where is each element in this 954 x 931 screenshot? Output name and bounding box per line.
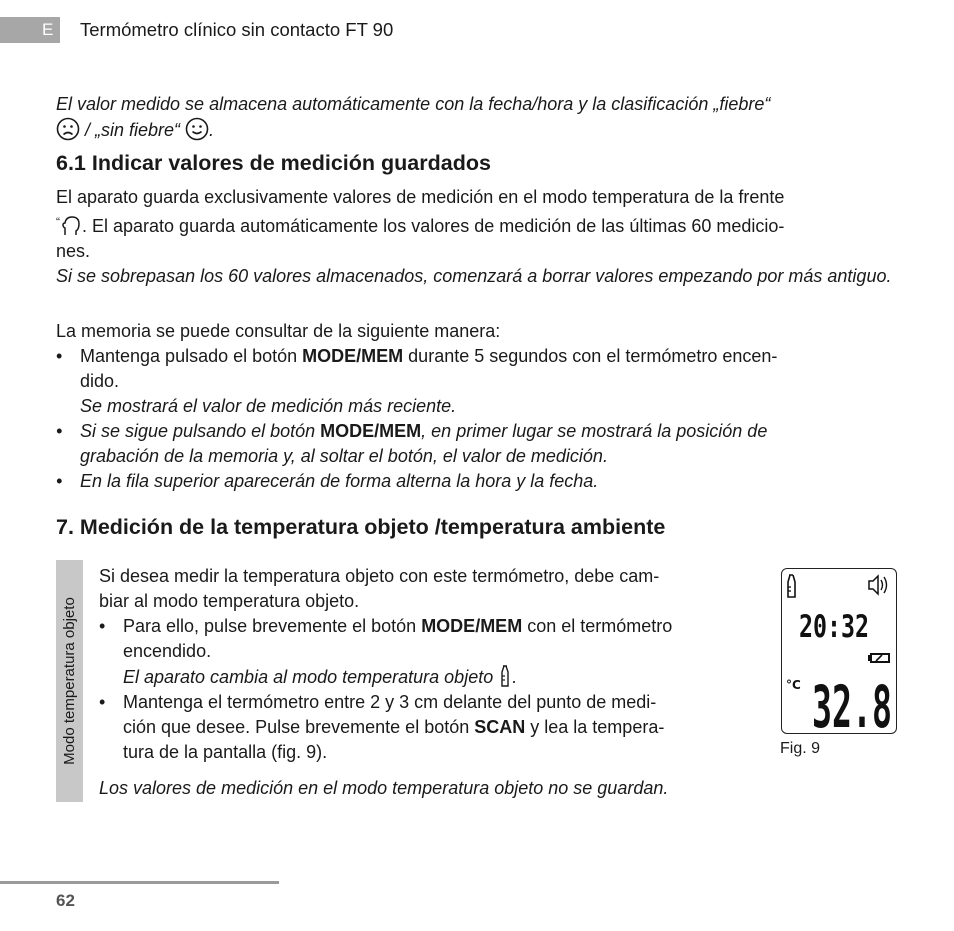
s7-b2-text: ción que desee. Pulse brevemente el botón [123, 717, 475, 737]
bullet-dot: • [56, 346, 63, 366]
s7-p1-line-1: Si desea medir la temperatura objeto con este termómetro, debe cam- [99, 566, 660, 586]
temperature-readout: 32.8 [812, 673, 892, 741]
section-6-1-paragraph-1 [56, 185, 906, 289]
bullet-dot: • [99, 616, 106, 636]
time-readout: 20:32 [799, 609, 869, 645]
s7-b2-text-post: y lea la tempera- [525, 717, 665, 737]
forehead-icon [60, 215, 82, 237]
document-title: Termómetro clínico sin contacto FT 90 [80, 19, 394, 40]
language-code: E [42, 20, 54, 39]
battery-icon [868, 653, 890, 663]
b2-text: Si se sigue pulsando el botón [80, 421, 321, 441]
s7-b1-result [123, 664, 764, 690]
b1-text: Mantenga pulsado el botón [80, 346, 303, 366]
sidebar-mode-text: Modo temperatura objeto [61, 597, 78, 765]
s61-p1-line-2 [56, 210, 906, 239]
s7-b2-line-1: Mantenga el termómetro entre 2 y 3 cm delante del punto de medi- [123, 692, 657, 712]
figure-caption: Fig. 9 [780, 740, 821, 757]
s7-b2-continuation: tura de la pantalla (fig. 9). [123, 742, 328, 762]
bottle-icon [498, 664, 512, 688]
mode-mem-button-label: MODE/MEM [421, 616, 523, 636]
intro-line-2 [56, 117, 906, 143]
s7-b1-text-post: con el termómetro [522, 616, 673, 636]
scan-button-label: SCAN [474, 717, 526, 737]
bullet-dot: • [99, 692, 106, 712]
section-7-note: Los valores de medición en el modo temperatura objeto no se guardan. [99, 778, 669, 798]
sad-face-icon [56, 117, 80, 141]
list-item [56, 344, 906, 419]
section-7-heading: 7. Medición de la temperatura objeto /temperatura ambiente [56, 515, 666, 539]
page-number: 62 [56, 891, 75, 910]
s61-p1-line-1: El aparato guarda exclusivamente valores de medición en el modo temperatura de la frente [56, 187, 785, 207]
b1-result: Se mostrará el valor de medición más reciente. [80, 396, 457, 416]
happy-face-icon [185, 117, 209, 141]
mode-mem-button-label: MODE/MEM [302, 346, 404, 366]
section-6-1-heading: 6.1 Indicar valores de medición guardados [56, 151, 491, 175]
b1-continuation: dido. [80, 371, 120, 391]
b1-text-post: durante 5 segundos con el termómetro encen- [403, 346, 778, 366]
bottle-icon [788, 575, 795, 597]
list-item [56, 469, 906, 494]
lcd-display [782, 569, 895, 741]
b2-text-post: , en primer lugar se mostrará la posición de [421, 421, 768, 441]
intro-line-2-end: . [209, 120, 215, 140]
s7-b1-continuation: encendido. [123, 641, 212, 661]
b3-text: En la fila superior aparecerán de forma alterna la hora y la fecha. [80, 471, 599, 491]
s7-b1-text: Para ello, pulse brevemente el botón [123, 616, 422, 636]
s7-b1-result-end: . [512, 667, 518, 687]
intro-line-2-text: / „sin fiebre“ [80, 120, 186, 140]
section-6-1-memory-intro: La memoria se puede consultar de la siguiente manera: [56, 321, 501, 341]
s61-p1-line-2-text: . El aparato guarda automáticamente los valores de medición de las últimas 60 medicio- [82, 216, 785, 236]
temperature-unit: °C [786, 678, 801, 692]
list-item [99, 690, 764, 765]
intro-paragraph [56, 92, 906, 143]
b2-continuation: grabación de la memoria y, al soltar el botón, el valor de medición. [80, 446, 608, 466]
mode-mem-button-label: MODE/MEM [320, 421, 422, 441]
language-tab [0, 17, 60, 43]
section-7-body [99, 564, 764, 765]
bullet-dot: • [56, 471, 63, 491]
s61-overflow-note: Si se sobrepasan los 60 valores almacenados, comenzará a borrar valores empezando por más antiguo. [56, 266, 892, 286]
lcd-display-figure [781, 568, 897, 741]
bullet-dot: • [56, 421, 63, 441]
s61-p1-line-3: nes. [56, 241, 91, 261]
footer-divider [0, 881, 279, 884]
intro-line-1: El valor medido se almacena automáticamente con la fecha/hora y la clasificación „fiebre“ [56, 94, 771, 114]
list-item [56, 419, 906, 469]
s7-p1-line-2: biar al modo temperatura objeto. [99, 591, 360, 611]
sidebar-mode-label [56, 560, 83, 802]
speaker-icon [869, 576, 887, 594]
section-6-1-bullet-list [56, 344, 906, 494]
s7-b1-result-text: El aparato cambia al modo temperatura objeto [123, 667, 499, 687]
list-item [99, 614, 764, 690]
s61-quote-mark: “ [56, 215, 60, 229]
